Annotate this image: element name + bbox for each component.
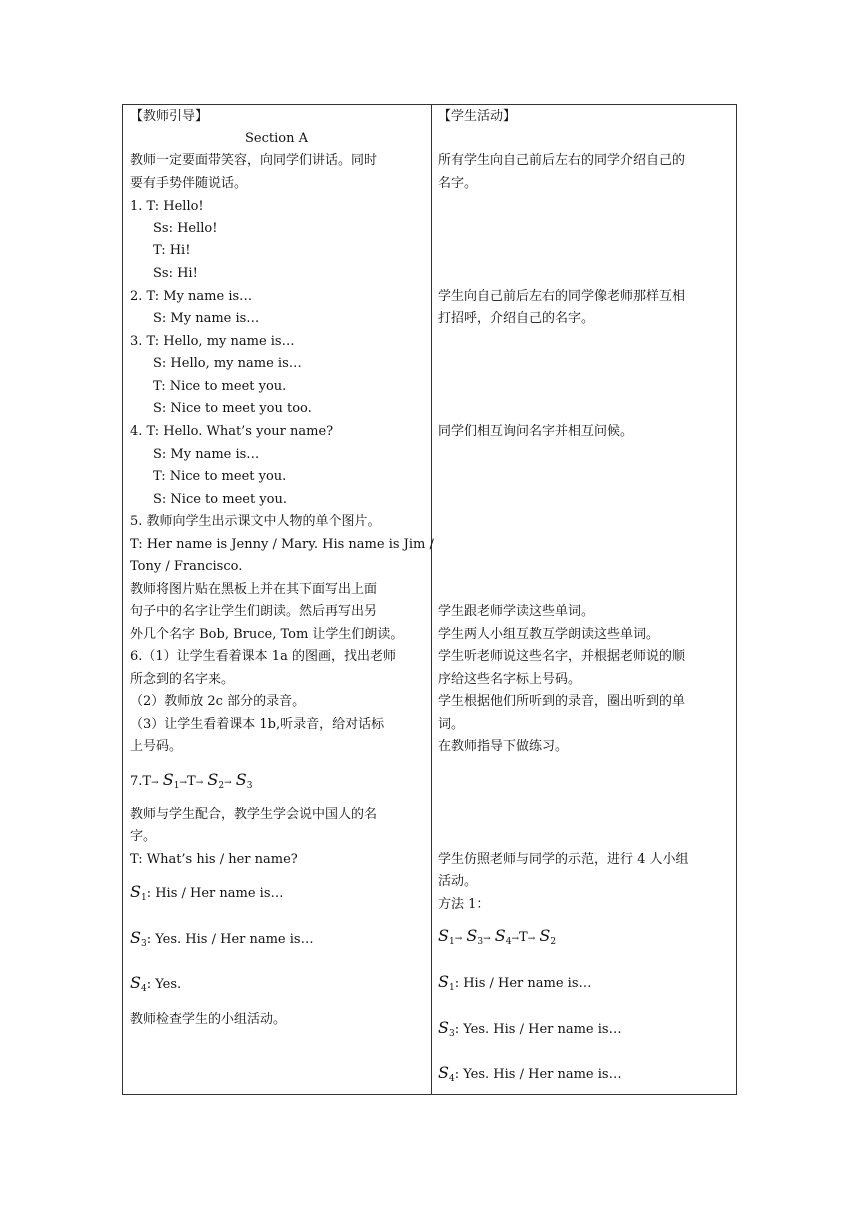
- teacher-line: 上号码。: [130, 739, 183, 754]
- teacher-line: Tony / Francisco.: [130, 559, 243, 574]
- dialog-text: : His / Her name is…: [146, 886, 284, 901]
- speaker-sub: 1: [140, 893, 147, 903]
- teacher-line: Ss: Hi!: [153, 266, 198, 281]
- teacher-line: 要有手势伴随说话。: [130, 176, 248, 191]
- teacher-line: 字。: [130, 829, 157, 844]
- arrow-icon: →: [195, 778, 204, 788]
- teacher-line: 1. T: Hello!: [130, 199, 204, 214]
- teacher-line: S: Nice to meet you too.: [153, 401, 312, 416]
- chain-sub: 2: [550, 937, 557, 947]
- teacher-line: 教师将图片贴在黑板上并在其下面写出上面: [130, 582, 378, 597]
- teacher-line: S: Nice to meet you.: [153, 492, 287, 507]
- teacher-line: （2）教师放 2c 部分的录音。: [130, 694, 306, 709]
- student-dialog-line: [438, 1019, 622, 1043]
- chain-7-sub: 1: [173, 781, 180, 791]
- arrow-icon: →: [151, 778, 159, 788]
- chain-7-s: S: [235, 770, 247, 789]
- chain-7-s: S: [162, 770, 174, 789]
- teacher-header: 【教师引导】: [130, 109, 209, 124]
- student-line: 所有学生向自己前后左右的同学介绍自己的: [438, 153, 686, 168]
- column-divider: [431, 105, 432, 1094]
- teacher-dialog-line: [130, 929, 314, 953]
- teacher-line: 教师一定要面带笑容，向同学们讲话。同时: [130, 153, 378, 168]
- dialog-text: : Yes.: [146, 977, 182, 992]
- speaker-sub: 3: [448, 1029, 455, 1039]
- student-line: 学生跟老师学读这些单词。: [438, 604, 595, 619]
- teacher-line: T: Nice to meet you.: [153, 469, 287, 484]
- teacher-line: （3）让学生看着课本 1b,听录音，给对话标: [130, 717, 385, 732]
- arrow-icon: →: [454, 934, 463, 944]
- student-line: 学生仿照老师与同学的示范，进行 4 人小组: [438, 852, 689, 867]
- dialog-text: : Yes. His / Her name is…: [146, 932, 314, 947]
- speaker-sub: 4: [140, 984, 147, 994]
- speaker-sub: 4: [448, 1074, 455, 1084]
- student-line: 序给这些名字标上号码。: [438, 672, 582, 687]
- student-line: 活动。: [438, 874, 478, 889]
- student-dialog-line: [438, 1064, 622, 1088]
- teacher-line: 句子中的名字让学生们朗读。然后再写出另: [130, 604, 378, 619]
- arrow-icon: →: [224, 778, 232, 788]
- chain-7-sub: 3: [246, 781, 253, 791]
- teacher-line: S: My name is…: [153, 311, 260, 326]
- arrow-icon: →: [511, 934, 520, 944]
- speaker-s: S: [130, 882, 141, 901]
- student-line: 方法 1：: [438, 897, 490, 912]
- student-line: 学生两人小组互教互学朗读这些单词。: [438, 627, 660, 642]
- student-line: 学生向自己前后左右的同学像老师那样互相: [438, 289, 686, 304]
- chain-7-prefix: 7.T: [130, 774, 152, 789]
- speaker-sub: 3: [140, 939, 147, 949]
- teacher-line: 6.（1）让学生看着课本 1a 的图画，找出老师: [130, 649, 396, 664]
- student-line: 学生听老师说这些名字，并根据老师说的顺: [438, 649, 686, 664]
- chain-sub: 1: [448, 937, 455, 947]
- teacher-line: 教师与学生配合，教学生学会说中国人的名: [130, 807, 378, 822]
- lesson-table: [122, 104, 737, 1095]
- arrow-icon: →: [527, 934, 536, 944]
- teacher-line: T: Hi!: [153, 243, 191, 258]
- teacher-line: S: My name is…: [153, 447, 260, 462]
- teacher-closing: 教师检查学生的小组活动。: [130, 1012, 287, 1027]
- teacher-line: 所念到的名字来。: [130, 672, 235, 687]
- teacher-dialog-line: [130, 883, 284, 907]
- chain-s: S: [539, 926, 551, 945]
- student-line: 在教师指导下做练习。: [438, 739, 569, 754]
- teacher-line: T: Nice to meet you.: [153, 379, 287, 394]
- student-line: 词。: [438, 717, 465, 732]
- arrow-icon: →: [179, 778, 188, 788]
- student-chain: [438, 927, 556, 951]
- chain-s: S: [438, 926, 449, 945]
- teacher-line: 5. 教师向学生出示课文中人物的单个图片。: [130, 514, 381, 529]
- section-title: Section A: [245, 131, 308, 146]
- speaker-s: S: [130, 973, 141, 992]
- student-line: 学生根据他们所听到的录音，圈出听到的单: [438, 694, 686, 709]
- chain-sub: 3: [477, 937, 484, 947]
- chain-7-s: S: [207, 770, 219, 789]
- dialog-text: : Yes. His / Her name is…: [454, 1067, 622, 1082]
- dialog-text: : His / Her name is…: [454, 976, 592, 991]
- chain-7-t: T: [187, 774, 196, 789]
- speaker-s: S: [438, 1018, 449, 1037]
- chain-7-sub: 2: [218, 781, 225, 791]
- student-line: 名字。: [438, 176, 478, 191]
- chain-t: T: [519, 930, 528, 945]
- teacher-line: Ss: Hello!: [153, 221, 218, 236]
- chain-7: [130, 771, 252, 795]
- speaker-sub: 1: [448, 983, 455, 993]
- chain-sub: 4: [505, 937, 512, 947]
- teacher-line: T: What’s his / her name?: [130, 852, 298, 867]
- teacher-line: 2. T: My name is…: [130, 289, 253, 304]
- chain-s: S: [466, 926, 478, 945]
- teacher-line: 3. T: Hello, my name is…: [130, 334, 295, 349]
- teacher-line: T: Her name is Jenny / Mary. His name is Jim /: [130, 537, 434, 552]
- dialog-text: : Yes. His / Her name is…: [454, 1022, 622, 1037]
- chain-s: S: [494, 926, 506, 945]
- teacher-line: S: Hello, my name is…: [153, 356, 302, 371]
- teacher-line: 外几个名字 Bob, Bruce, Tom 让学生们朗读。: [130, 627, 404, 642]
- arrow-icon: →: [483, 934, 491, 944]
- teacher-line: 4. T: Hello. What’s your name?: [130, 424, 334, 439]
- speaker-s: S: [130, 928, 141, 947]
- speaker-s: S: [438, 972, 449, 991]
- teacher-dialog-line: [130, 974, 181, 998]
- student-line: 打招呼，介绍自己的名字。: [438, 311, 595, 326]
- student-line: 同学们相互询问名字并相互问候。: [438, 424, 634, 439]
- student-header: 【学生活动】: [438, 109, 517, 124]
- speaker-s: S: [438, 1063, 449, 1082]
- student-dialog-line: [438, 973, 592, 997]
